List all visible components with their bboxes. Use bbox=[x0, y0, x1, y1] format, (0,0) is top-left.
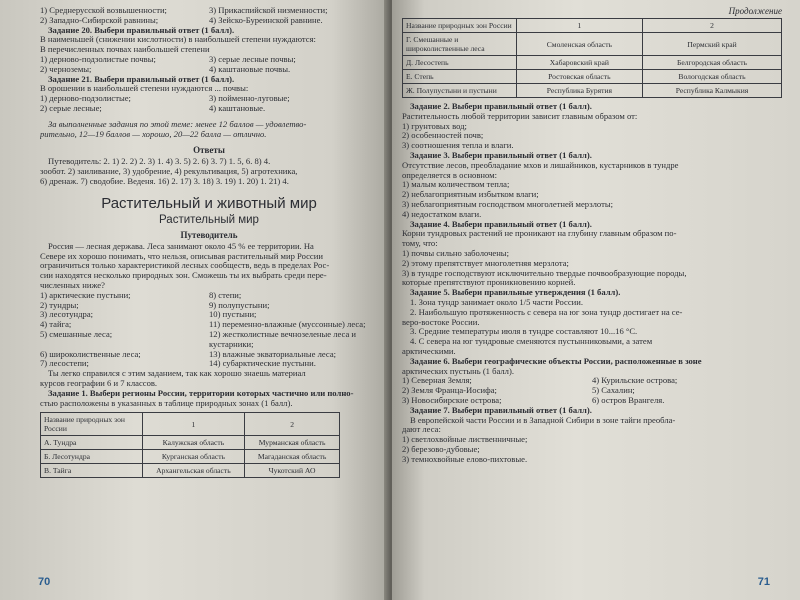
option-text: 3) соотношения тепла и влаги. bbox=[402, 141, 514, 151]
table-cell: А. Тундра bbox=[41, 436, 143, 450]
table-cell: Республика Бурятия bbox=[516, 84, 642, 98]
table-row bbox=[403, 70, 782, 84]
option-text: 1) грунтовых вод; bbox=[402, 121, 467, 131]
task-title: Задание 7. Выбери правильный ответ (1 балл). bbox=[410, 405, 592, 415]
list-item: 9) полупустыни; bbox=[209, 300, 270, 310]
task-title: Задание 20. Выбери правильный ответ (1 балл). bbox=[48, 25, 235, 35]
zone-list-row bbox=[40, 320, 378, 330]
option-text: 1) Северная Земля; bbox=[402, 376, 472, 386]
task-title: Задание 21. Выбери правильный ответ (1 балл). bbox=[48, 74, 235, 84]
table-cell: Архангельская область bbox=[142, 464, 245, 478]
table-header-cell: 1 bbox=[142, 413, 245, 436]
table-cell: В. Тайга bbox=[41, 464, 143, 478]
option-text: которые препятствуют проникновению корней. bbox=[402, 278, 576, 288]
zone-list-row bbox=[40, 301, 378, 311]
table-row bbox=[403, 84, 782, 98]
table-header-cell: 2 bbox=[245, 413, 340, 436]
table-cell: Калужская область bbox=[142, 436, 245, 450]
option-text: 1) малым количеством тепла; bbox=[402, 180, 510, 190]
table-header-row bbox=[403, 19, 782, 33]
list-item: 13) влажные экваториальные леса; bbox=[209, 349, 337, 359]
top-options-row bbox=[40, 6, 378, 16]
option-text: 3) в тундре господствуют исключительно твердые почвообразующие породы, bbox=[402, 268, 687, 278]
statement-text: 3. Средние температуры июля в тундре составляют 10...16 °С. bbox=[410, 327, 638, 337]
task-title: Задание 6. Выбери географические объекты России, расположенные в зоне bbox=[410, 356, 702, 366]
left-page bbox=[0, 0, 390, 600]
guide-text: Россия — лесная держава. Леса занимают около 45 % ее территории. На bbox=[48, 241, 314, 251]
option-text: 6) остров Врангеля. bbox=[592, 395, 665, 405]
statement-text: веро-востоке России. bbox=[402, 317, 480, 327]
table-cell: Белгородская область bbox=[643, 56, 782, 70]
table-header-cell: Название природных зон России bbox=[403, 19, 517, 33]
table-row bbox=[41, 436, 340, 450]
list-item: кустарники; bbox=[209, 339, 254, 349]
options-row bbox=[40, 55, 378, 65]
task-title: Задание 4. Выбери правильный ответ (1 балл). bbox=[410, 219, 592, 229]
option-text: 4) каштановые почвы. bbox=[209, 64, 291, 74]
table-cell: Вологодская область bbox=[643, 70, 782, 84]
list-item: 4) тайга; bbox=[40, 320, 72, 330]
option-text: 4) каштановые. bbox=[209, 103, 266, 113]
options-row bbox=[40, 65, 378, 75]
guide-text: ограничиться только характеристикой лесных сообществ, ведь в пределах Рос- bbox=[40, 261, 330, 271]
zone-list-row bbox=[40, 340, 378, 350]
list-item: 7) лесостепи; bbox=[40, 359, 89, 369]
option-text: 2) черноземы; bbox=[40, 64, 92, 74]
table-cell: Пермский край bbox=[643, 33, 782, 56]
table-header-cell: 1 bbox=[516, 19, 642, 33]
table-cell: Ростовская область bbox=[516, 70, 642, 84]
option-text: 2) березово-дубовые; bbox=[402, 444, 480, 454]
options-row bbox=[40, 104, 378, 114]
table-row bbox=[403, 33, 782, 56]
option-text: 4) Курильские острова; bbox=[592, 376, 678, 386]
table-cell: Е. Степь bbox=[403, 70, 517, 84]
task-text: В орошении в наибольшей степени нуждаются ... почвы: bbox=[40, 84, 249, 94]
table-cell: Курганская область bbox=[142, 450, 245, 464]
table-row bbox=[403, 56, 782, 70]
table-cell: Ж. Полупустыни и пустыни bbox=[403, 84, 517, 98]
table-cell: Г. Смешанные и широколиственные леса bbox=[403, 33, 517, 56]
zone-list-row bbox=[40, 330, 378, 340]
option-text: 3) Прикаспийской низменности; bbox=[209, 6, 328, 15]
table-cell: Магаданская область bbox=[245, 450, 340, 464]
guide-heading: Путеводитель bbox=[180, 229, 238, 240]
statement-text: арктическими. bbox=[402, 346, 456, 356]
table-cell: Д. Лесостепь bbox=[403, 56, 517, 70]
page-number: 70 bbox=[38, 576, 51, 588]
list-item bbox=[40, 340, 209, 350]
list-item: 3) лесотундра; bbox=[40, 310, 94, 320]
task-title: Задание 2. Выбери правильный ответ (1 балл). bbox=[410, 102, 592, 111]
table-header-cell: Название природных зон России bbox=[41, 413, 143, 436]
list-item: 8) степи; bbox=[209, 290, 242, 300]
task-text: Отсутствие лесов, преобладание мхов и лишайников, кустарников в тундре bbox=[402, 160, 679, 170]
zones-table-right bbox=[402, 18, 782, 98]
option-text: 1) почвы сильно заболочены; bbox=[402, 248, 509, 258]
statement-text: 4. С севера на юг тундровые сменяются пустынниковыми, а затем bbox=[410, 337, 653, 347]
options-row bbox=[402, 386, 782, 396]
grading-text: За выполненные задания по этой теме: менее 12 баллов — удовлетво- bbox=[48, 119, 307, 129]
table-cell: Б. Лесотундра bbox=[41, 450, 143, 464]
answers-text: зообот. 2) заиливание, 3) удобрение, 4) рекультивация, 5) агротехника, bbox=[40, 167, 298, 177]
option-text: 1) дерново-подзолистые почвы; bbox=[40, 54, 156, 64]
table-header-row bbox=[41, 413, 340, 436]
task-title: Задание 3. Выбери правильный ответ (1 балл). bbox=[410, 150, 592, 160]
running-head: Продолжение bbox=[728, 6, 782, 16]
top-options-row bbox=[40, 16, 378, 26]
zone-list-row bbox=[40, 350, 378, 360]
task-text: Корни тундровых растений не проникают на глубину главным образом по- bbox=[402, 229, 677, 239]
list-item: 12) жестколистные вечнозеленые леса и bbox=[209, 329, 357, 339]
list-item: 10) пустыни; bbox=[209, 310, 257, 320]
list-item: 1) арктические пустыни; bbox=[40, 290, 131, 300]
list-item: 11) переменно-влажные (муссонные) леса; bbox=[209, 320, 366, 330]
option-text: 3) Новосибирские острова; bbox=[402, 395, 502, 405]
zone-list-row bbox=[40, 310, 378, 320]
table-cell: Чукотский АО bbox=[245, 464, 340, 478]
table-cell: Хабаровский край bbox=[516, 56, 642, 70]
answers-text: Путеводитель: 2. 1) 2. 2) 2. 3) 1. 4) 3. 5) 2. 6) 3. 7) 1. 5, 6. 8) 4. bbox=[48, 157, 271, 167]
zone-list-row bbox=[40, 359, 378, 369]
task-text: стью расположены в указанных в таблице природных зонах (1 балл). bbox=[40, 398, 293, 408]
section-title: Растительный и животный мир bbox=[101, 194, 317, 212]
table-cell: Республика Калмыкия bbox=[643, 84, 782, 98]
task-text: В перечисленных почвах наибольшей степени bbox=[40, 45, 210, 55]
options-row bbox=[402, 376, 782, 386]
options-row bbox=[40, 94, 378, 104]
answers-heading: Ответы bbox=[193, 145, 225, 156]
option-text: 2) Западно-Сибирской равнины; bbox=[40, 15, 159, 25]
answers-text: 6) дренаж. 7) сводобие. Веденя. 16) 2. 17) 3. 18) 3. 19) 1. 20) 1. 21) 4. bbox=[40, 176, 289, 186]
list-item: 14) субарктические пустыни. bbox=[209, 359, 316, 369]
table-row bbox=[41, 450, 340, 464]
option-text: 2) неблагоприятным избытком влаги; bbox=[402, 190, 539, 200]
guide-text: Севере их хорошо понимать, что нельзя, описывая растительный мир России bbox=[40, 251, 323, 261]
task-title: Задание 5. Выбери правильные утверждения (1 балл). bbox=[410, 288, 621, 298]
task-text: определяется в основном: bbox=[402, 170, 497, 180]
statement-text: 1. Зона тундр занимает около 1/5 части России. bbox=[410, 297, 584, 307]
options-row bbox=[402, 396, 782, 406]
option-text: 2) особенностей почв; bbox=[402, 131, 484, 141]
task-text: В наименьшей (снижении кислотности) в наибольшей степени нуждаются: bbox=[40, 35, 316, 45]
zones-table-left bbox=[40, 412, 340, 478]
table-cell: Смоленская область bbox=[516, 33, 642, 56]
option-text: 4) недостатком влаги. bbox=[402, 209, 482, 219]
option-text: 2) Земля Франца-Иосифа; bbox=[402, 386, 497, 396]
guide-text: численных ниже? bbox=[40, 280, 105, 290]
table-header-cell: 2 bbox=[643, 19, 782, 33]
option-text: 1) Среднерусской возвышенности; bbox=[40, 6, 167, 15]
option-text: 1) светлохвойные лиственничные; bbox=[402, 435, 528, 445]
task-text: тому, что: bbox=[402, 239, 438, 249]
table-row bbox=[41, 464, 340, 478]
task-text: дают леса: bbox=[402, 425, 441, 435]
option-text: 3) неблагоприятным господством многолетней мерзлоты; bbox=[402, 199, 613, 209]
subsection-title: Растительный мир bbox=[159, 213, 259, 226]
option-text: 5) Сахалин; bbox=[592, 386, 635, 396]
statement-text: 2. Наибольшую протяженность с севера на юг зона тундр достигает на се- bbox=[410, 307, 683, 317]
list-item: 5) смешанные леса; bbox=[40, 329, 113, 339]
option-text: 4) Зейско-Буреинской равнине. bbox=[209, 15, 323, 25]
body-text: курсов географии 6 и 7 классов. bbox=[40, 378, 158, 388]
list-item: 2) тундры; bbox=[40, 300, 79, 310]
option-text: 3) темнохвойные елово-пихтовые. bbox=[402, 454, 528, 464]
list-item: 6) широколиственные леса; bbox=[40, 349, 141, 359]
grading-text: рительно, 12—19 баллов — хорошо, 20—22 балла — отлично. bbox=[40, 129, 267, 139]
body-text: Ты легко справился с этим заданием, так как хорошо знаешь материал bbox=[48, 369, 306, 379]
task-title: Задание 1. Выбери регионы России, территории которых частично или полно- bbox=[48, 388, 354, 398]
option-text: 3) пойменно-луговые; bbox=[209, 94, 290, 104]
page-number: 71 bbox=[757, 576, 770, 588]
table-cell: Мурманская область bbox=[245, 436, 340, 450]
task-text: Растительность любой территории зависит главным образом от: bbox=[402, 111, 638, 121]
option-text: 2) серые лесные; bbox=[40, 103, 102, 113]
guide-text: сии находятся несколько природных зон. Сможешь ты их выбрать среди пере- bbox=[40, 271, 327, 281]
zone-list-row bbox=[40, 291, 378, 301]
option-text: 2) этому препятствует многолетняя мерзлота; bbox=[402, 258, 569, 268]
option-text: 1) дерново-подзолистые; bbox=[40, 94, 131, 104]
task-text: арктических пустынь (1 балл). bbox=[402, 366, 514, 376]
right-page bbox=[392, 0, 800, 600]
option-text: 3) серые лесные почвы; bbox=[209, 54, 296, 64]
task-text: В европейской части России и в Западной Сибири в зоне тайги преобла- bbox=[410, 415, 676, 425]
